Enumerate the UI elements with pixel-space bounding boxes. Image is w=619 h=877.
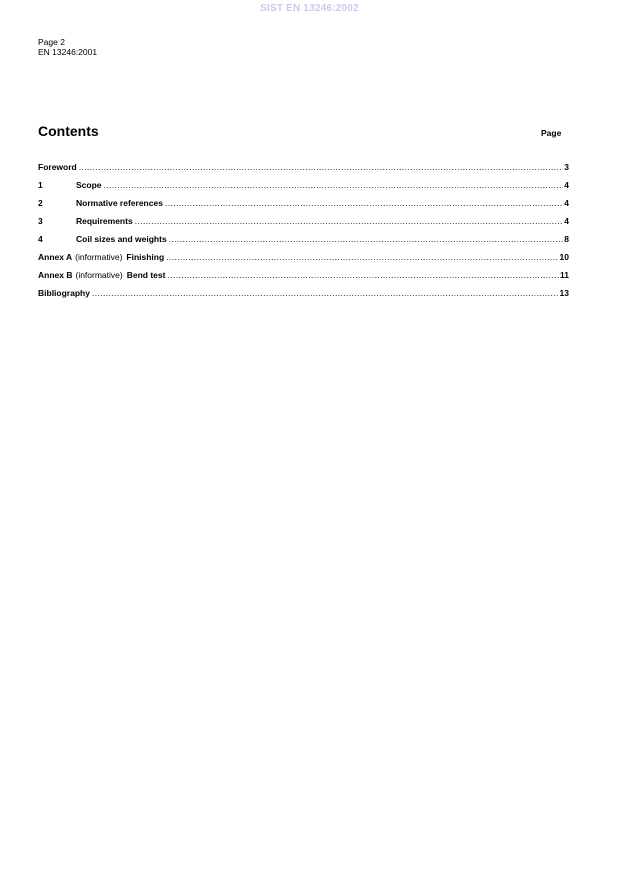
toc-entry[interactable]	[38, 180, 569, 198]
toc-annex-label: Annex B	[38, 270, 73, 280]
toc-entry[interactable]	[38, 198, 569, 216]
page-number: Page 2	[38, 37, 65, 47]
toc-annex-label: Annex A	[38, 252, 73, 262]
toc-entry-page: 4	[564, 180, 569, 190]
toc-entry-number: 2	[38, 198, 43, 208]
toc-annex-note: (informative)	[75, 270, 123, 280]
watermark: SIST EN 13246:2002	[260, 3, 359, 14]
toc-entry-page: 11	[560, 270, 569, 280]
toc-entry-page: 4	[564, 216, 569, 226]
dot-leader	[104, 180, 564, 190]
page-header	[38, 37, 97, 57]
toc-entry-page: 3	[564, 162, 569, 172]
standard-id: EN 13246:2001	[38, 47, 98, 57]
contents-title: Contents	[38, 123, 99, 139]
dot-leader	[165, 198, 563, 208]
toc-entry-title: Bibliography	[38, 288, 90, 298]
toc-entry[interactable]	[38, 162, 569, 180]
table-of-contents	[38, 162, 569, 306]
toc-annex-note: (informative)	[75, 252, 123, 262]
toc-entry-title: Normative references	[76, 198, 163, 208]
toc-entry[interactable]	[38, 216, 569, 234]
toc-entry-page: 4	[564, 198, 569, 208]
toc-entry-title: Bend test	[126, 270, 166, 280]
toc-entry-title: Coil sizes and weights	[76, 234, 167, 244]
toc-entry-title: Finishing	[126, 252, 165, 262]
toc-entry[interactable]	[38, 288, 569, 306]
toc-entry[interactable]	[38, 270, 569, 288]
toc-entry-page: 10	[559, 252, 569, 262]
toc-entry-title: Foreword	[38, 162, 77, 172]
page-column-label: Page	[541, 128, 562, 138]
toc-entry-title: Scope	[76, 180, 102, 190]
dot-leader	[79, 162, 564, 172]
dot-leader	[135, 216, 564, 226]
toc-entry-title: Requirements	[76, 216, 133, 226]
toc-entry-page: 13	[559, 288, 569, 298]
toc-entry[interactable]	[38, 234, 569, 252]
toc-entry-page: 8	[564, 234, 569, 244]
toc-entry-number: 3	[38, 216, 43, 226]
dot-leader	[169, 234, 564, 244]
toc-entry[interactable]	[38, 252, 569, 270]
toc-entry-number: 1	[38, 180, 43, 190]
dot-leader	[166, 252, 558, 262]
dot-leader	[167, 270, 559, 280]
toc-entry-number: 4	[38, 234, 43, 244]
dot-leader	[92, 288, 559, 298]
